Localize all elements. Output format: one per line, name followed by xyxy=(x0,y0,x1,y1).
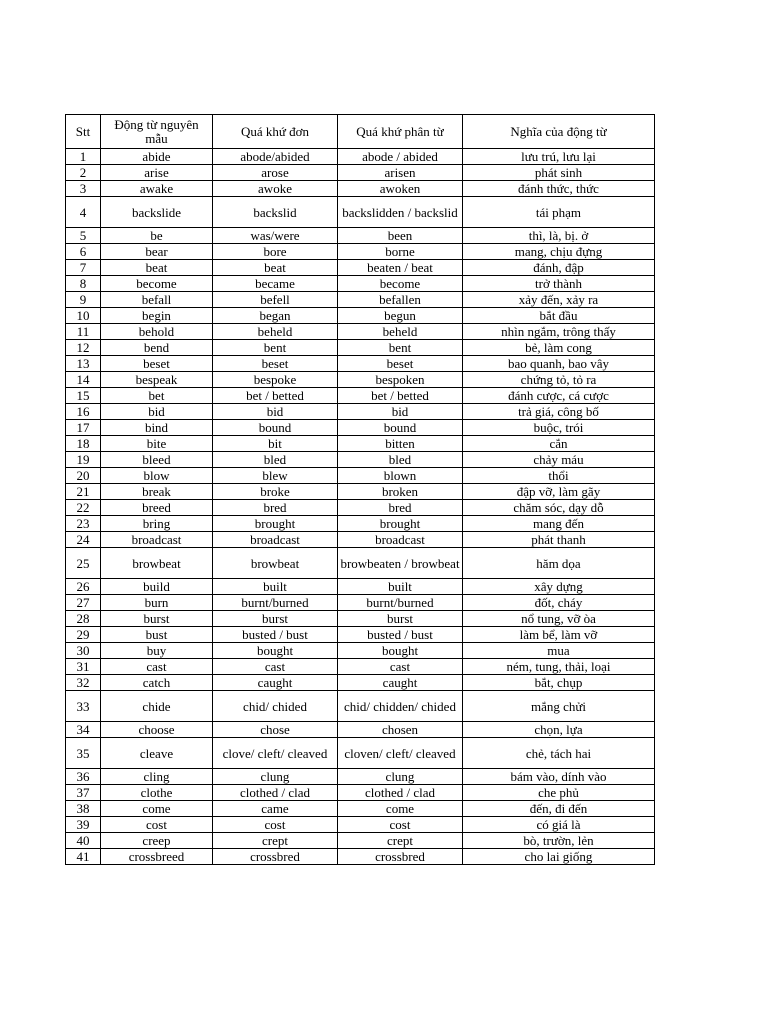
cell-stt: 6 xyxy=(66,244,101,260)
cell-stt: 14 xyxy=(66,372,101,388)
cell-past-simple: bent xyxy=(213,340,338,356)
cell-meaning: mang, chịu đựng xyxy=(463,244,655,260)
cell-infinitive: buy xyxy=(101,643,213,659)
cell-past-participle: bound xyxy=(338,420,463,436)
header-meaning: Nghĩa của động từ xyxy=(463,115,655,149)
cell-past-simple: crossbred xyxy=(213,849,338,865)
cell-infinitive: crossbreed xyxy=(101,849,213,865)
cell-meaning: đánh, đập xyxy=(463,260,655,276)
cell-meaning: nhìn ngắm, trông thấy xyxy=(463,324,655,340)
cell-past-participle: bet / betted xyxy=(338,388,463,404)
cell-meaning: bò, trườn, lẻn xyxy=(463,833,655,849)
cell-meaning: chứng tỏ, tỏ ra xyxy=(463,372,655,388)
cell-past-simple: abode/abided xyxy=(213,149,338,165)
cell-past-simple: came xyxy=(213,801,338,817)
table-header xyxy=(66,115,655,149)
table-row xyxy=(66,181,655,197)
cell-infinitive: abide xyxy=(101,149,213,165)
cell-meaning: có giá là xyxy=(463,817,655,833)
cell-stt: 31 xyxy=(66,659,101,675)
table-row xyxy=(66,548,655,579)
cell-stt: 9 xyxy=(66,292,101,308)
cell-past-participle: beset xyxy=(338,356,463,372)
cell-infinitive: cast xyxy=(101,659,213,675)
cell-infinitive: arise xyxy=(101,165,213,181)
cell-meaning: bắt, chụp xyxy=(463,675,655,691)
cell-past-participle: clung xyxy=(338,769,463,785)
cell-past-simple: beheld xyxy=(213,324,338,340)
cell-past-simple: clove/ cleft/ cleaved xyxy=(213,738,338,769)
cell-stt: 11 xyxy=(66,324,101,340)
cell-meaning: bao quanh, bao vây xyxy=(463,356,655,372)
cell-stt: 28 xyxy=(66,611,101,627)
cell-past-simple: bled xyxy=(213,452,338,468)
table-row xyxy=(66,849,655,865)
cell-meaning: bám vào, dính vào xyxy=(463,769,655,785)
cell-past-participle: broadcast xyxy=(338,532,463,548)
cell-past-participle: become xyxy=(338,276,463,292)
cell-meaning: buộc, trói xyxy=(463,420,655,436)
cell-meaning: thì, là, bị. ở xyxy=(463,228,655,244)
table-row xyxy=(66,484,655,500)
cell-past-participle: abode / abided xyxy=(338,149,463,165)
cell-meaning: làm bể, làm vỡ xyxy=(463,627,655,643)
cell-infinitive: creep xyxy=(101,833,213,849)
cell-infinitive: bring xyxy=(101,516,213,532)
cell-stt: 1 xyxy=(66,149,101,165)
cell-past-participle: caught xyxy=(338,675,463,691)
cell-stt: 25 xyxy=(66,548,101,579)
cell-infinitive: bear xyxy=(101,244,213,260)
table-row xyxy=(66,817,655,833)
cell-infinitive: build xyxy=(101,579,213,595)
table-row xyxy=(66,420,655,436)
cell-infinitive: catch xyxy=(101,675,213,691)
table-row xyxy=(66,500,655,516)
cell-past-simple: arose xyxy=(213,165,338,181)
cell-past-participle: bought xyxy=(338,643,463,659)
cell-past-participle: bled xyxy=(338,452,463,468)
cell-meaning: xảy đến, xảy ra xyxy=(463,292,655,308)
cell-past-simple: crept xyxy=(213,833,338,849)
cell-past-simple: bit xyxy=(213,436,338,452)
cell-past-participle: bitten xyxy=(338,436,463,452)
cell-past-simple: chose xyxy=(213,722,338,738)
cell-past-simple: busted / bust xyxy=(213,627,338,643)
cell-past-participle: brought xyxy=(338,516,463,532)
cell-stt: 16 xyxy=(66,404,101,420)
cell-past-participle: broken xyxy=(338,484,463,500)
cell-meaning: cho lai giống xyxy=(463,849,655,865)
cell-past-simple: burst xyxy=(213,611,338,627)
cell-infinitive: broadcast xyxy=(101,532,213,548)
cell-past-simple: broadcast xyxy=(213,532,338,548)
table-row xyxy=(66,659,655,675)
table-row xyxy=(66,738,655,769)
cell-infinitive: be xyxy=(101,228,213,244)
cell-stt: 32 xyxy=(66,675,101,691)
cell-past-simple: bespoke xyxy=(213,372,338,388)
cell-infinitive: cleave xyxy=(101,738,213,769)
cell-past-participle: been xyxy=(338,228,463,244)
cell-meaning: chăm sóc, dạy dỗ xyxy=(463,500,655,516)
cell-past-participle: cloven/ cleft/ cleaved xyxy=(338,738,463,769)
cell-past-participle: blown xyxy=(338,468,463,484)
cell-meaning: nổ tung, vỡ òa xyxy=(463,611,655,627)
cell-meaning: trở thành xyxy=(463,276,655,292)
cell-stt: 34 xyxy=(66,722,101,738)
cell-past-simple: beset xyxy=(213,356,338,372)
table-row xyxy=(66,643,655,659)
cell-stt: 27 xyxy=(66,595,101,611)
table-row xyxy=(66,324,655,340)
cell-infinitive: burst xyxy=(101,611,213,627)
cell-past-simple: clung xyxy=(213,769,338,785)
header-past-simple: Quá khứ đơn xyxy=(213,115,338,149)
cell-stt: 37 xyxy=(66,785,101,801)
cell-infinitive: come xyxy=(101,801,213,817)
cell-past-simple: backslid xyxy=(213,197,338,228)
header-past-participle: Quá khứ phân từ xyxy=(338,115,463,149)
cell-meaning: che phủ xyxy=(463,785,655,801)
table-row xyxy=(66,579,655,595)
cell-stt: 33 xyxy=(66,691,101,722)
table-row xyxy=(66,372,655,388)
table-row xyxy=(66,228,655,244)
cell-meaning: chẻ, tách hai xyxy=(463,738,655,769)
cell-infinitive: bind xyxy=(101,420,213,436)
cell-meaning: lưu trú, lưu lại xyxy=(463,149,655,165)
cell-stt: 17 xyxy=(66,420,101,436)
table-row xyxy=(66,260,655,276)
table-row xyxy=(66,244,655,260)
cell-past-simple: clothed / clad xyxy=(213,785,338,801)
cell-past-participle: burst xyxy=(338,611,463,627)
table-row xyxy=(66,611,655,627)
cell-stt: 5 xyxy=(66,228,101,244)
cell-past-simple: blew xyxy=(213,468,338,484)
cell-past-participle: burnt/burned xyxy=(338,595,463,611)
cell-past-simple: bid xyxy=(213,404,338,420)
header-infinitive: Động từ nguyên mẫu xyxy=(101,115,213,149)
cell-past-simple: caught xyxy=(213,675,338,691)
table-row xyxy=(66,769,655,785)
cell-past-participle: bid xyxy=(338,404,463,420)
cell-meaning: phát thanh xyxy=(463,532,655,548)
cell-past-participle: backslidden / backslid xyxy=(338,197,463,228)
cell-infinitive: behold xyxy=(101,324,213,340)
cell-stt: 13 xyxy=(66,356,101,372)
cell-meaning: chảy máu xyxy=(463,452,655,468)
cell-past-participle: begun xyxy=(338,308,463,324)
table-row xyxy=(66,404,655,420)
cell-past-simple: browbeat xyxy=(213,548,338,579)
cell-infinitive: breed xyxy=(101,500,213,516)
cell-infinitive: bleed xyxy=(101,452,213,468)
cell-past-participle: crept xyxy=(338,833,463,849)
cell-past-simple: bet / betted xyxy=(213,388,338,404)
cell-meaning: hăm dọa xyxy=(463,548,655,579)
cell-infinitive: cost xyxy=(101,817,213,833)
cell-infinitive: awake xyxy=(101,181,213,197)
cell-past-simple: began xyxy=(213,308,338,324)
cell-infinitive: clothe xyxy=(101,785,213,801)
cell-infinitive: chide xyxy=(101,691,213,722)
cell-stt: 4 xyxy=(66,197,101,228)
cell-infinitive: bet xyxy=(101,388,213,404)
cell-infinitive: bend xyxy=(101,340,213,356)
cell-infinitive: bid xyxy=(101,404,213,420)
cell-infinitive: burn xyxy=(101,595,213,611)
header-row xyxy=(66,115,655,149)
table-row xyxy=(66,149,655,165)
cell-meaning: bẻ, làm cong xyxy=(463,340,655,356)
cell-past-participle: come xyxy=(338,801,463,817)
table-row xyxy=(66,691,655,722)
cell-stt: 10 xyxy=(66,308,101,324)
table-row xyxy=(66,785,655,801)
cell-stt: 19 xyxy=(66,452,101,468)
cell-past-simple: became xyxy=(213,276,338,292)
cell-past-simple: brought xyxy=(213,516,338,532)
cell-meaning: mắng chửi xyxy=(463,691,655,722)
cell-past-participle: awoken xyxy=(338,181,463,197)
cell-meaning: đánh cược, cá cược xyxy=(463,388,655,404)
cell-infinitive: beset xyxy=(101,356,213,372)
table-row xyxy=(66,276,655,292)
cell-meaning: bắt đầu xyxy=(463,308,655,324)
cell-past-participle: bespoken xyxy=(338,372,463,388)
cell-stt: 3 xyxy=(66,181,101,197)
cell-meaning: tái phạm xyxy=(463,197,655,228)
cell-meaning: thổi xyxy=(463,468,655,484)
cell-meaning: đập vỡ, làm gãy xyxy=(463,484,655,500)
cell-stt: 21 xyxy=(66,484,101,500)
cell-stt: 7 xyxy=(66,260,101,276)
table-row xyxy=(66,468,655,484)
cell-stt: 26 xyxy=(66,579,101,595)
table-row xyxy=(66,595,655,611)
cell-meaning: mua xyxy=(463,643,655,659)
cell-stt: 18 xyxy=(66,436,101,452)
cell-stt: 22 xyxy=(66,500,101,516)
table-row xyxy=(66,165,655,181)
cell-past-simple: bore xyxy=(213,244,338,260)
cell-meaning: chọn, lựa xyxy=(463,722,655,738)
table-row xyxy=(66,452,655,468)
cell-past-participle: befallen xyxy=(338,292,463,308)
cell-past-simple: bound xyxy=(213,420,338,436)
cell-past-participle: arisen xyxy=(338,165,463,181)
cell-infinitive: bite xyxy=(101,436,213,452)
cell-meaning: trả giá, công bố xyxy=(463,404,655,420)
cell-past-simple: built xyxy=(213,579,338,595)
table-row xyxy=(66,675,655,691)
table-row xyxy=(66,340,655,356)
cell-past-simple: chid/ chided xyxy=(213,691,338,722)
cell-infinitive: become xyxy=(101,276,213,292)
cell-past-participle: cast xyxy=(338,659,463,675)
cell-past-simple: bred xyxy=(213,500,338,516)
table-row xyxy=(66,833,655,849)
table-row xyxy=(66,436,655,452)
cell-stt: 40 xyxy=(66,833,101,849)
table-row xyxy=(66,356,655,372)
table-row xyxy=(66,516,655,532)
cell-stt: 23 xyxy=(66,516,101,532)
cell-past-participle: beheld xyxy=(338,324,463,340)
cell-infinitive: begin xyxy=(101,308,213,324)
cell-meaning: ném, tung, thải, loại xyxy=(463,659,655,675)
cell-stt: 30 xyxy=(66,643,101,659)
table-row xyxy=(66,197,655,228)
table-row xyxy=(66,801,655,817)
cell-past-participle: beaten / beat xyxy=(338,260,463,276)
cell-past-simple: cost xyxy=(213,817,338,833)
cell-past-simple: befell xyxy=(213,292,338,308)
table-row xyxy=(66,292,655,308)
cell-meaning: cắn xyxy=(463,436,655,452)
cell-stt: 38 xyxy=(66,801,101,817)
cell-infinitive: beat xyxy=(101,260,213,276)
cell-stt: 39 xyxy=(66,817,101,833)
cell-meaning: đốt, cháy xyxy=(463,595,655,611)
header-stt: Stt xyxy=(66,115,101,149)
cell-past-simple: bought xyxy=(213,643,338,659)
cell-past-participle: bred xyxy=(338,500,463,516)
table-row xyxy=(66,722,655,738)
cell-stt: 2 xyxy=(66,165,101,181)
cell-stt: 20 xyxy=(66,468,101,484)
cell-past-participle: borne xyxy=(338,244,463,260)
cell-meaning: đến, đi đến xyxy=(463,801,655,817)
cell-past-simple: cast xyxy=(213,659,338,675)
cell-infinitive: browbeat xyxy=(101,548,213,579)
cell-past-participle: browbeaten / browbeat xyxy=(338,548,463,579)
table-row xyxy=(66,308,655,324)
cell-past-participle: clothed / clad xyxy=(338,785,463,801)
table-row xyxy=(66,627,655,643)
cell-meaning: mang đến xyxy=(463,516,655,532)
cell-past-participle: chid/ chidden/ chided xyxy=(338,691,463,722)
cell-infinitive: befall xyxy=(101,292,213,308)
cell-past-simple: was/were xyxy=(213,228,338,244)
cell-stt: 12 xyxy=(66,340,101,356)
table-row xyxy=(66,388,655,404)
cell-infinitive: backslide xyxy=(101,197,213,228)
irregular-verbs-table xyxy=(65,114,655,865)
cell-past-participle: chosen xyxy=(338,722,463,738)
cell-past-participle: bent xyxy=(338,340,463,356)
cell-past-participle: crossbred xyxy=(338,849,463,865)
cell-meaning: xây dựng xyxy=(463,579,655,595)
cell-past-participle: busted / bust xyxy=(338,627,463,643)
cell-meaning: đánh thức, thức xyxy=(463,181,655,197)
cell-past-participle: cost xyxy=(338,817,463,833)
cell-infinitive: blow xyxy=(101,468,213,484)
cell-infinitive: choose xyxy=(101,722,213,738)
cell-infinitive: bust xyxy=(101,627,213,643)
cell-stt: 35 xyxy=(66,738,101,769)
cell-infinitive: bespeak xyxy=(101,372,213,388)
cell-past-simple: broke xyxy=(213,484,338,500)
cell-meaning: phát sinh xyxy=(463,165,655,181)
cell-stt: 8 xyxy=(66,276,101,292)
cell-past-simple: awoke xyxy=(213,181,338,197)
cell-past-simple: beat xyxy=(213,260,338,276)
cell-past-simple: burnt/burned xyxy=(213,595,338,611)
cell-stt: 29 xyxy=(66,627,101,643)
cell-infinitive: cling xyxy=(101,769,213,785)
table-row xyxy=(66,532,655,548)
cell-stt: 36 xyxy=(66,769,101,785)
cell-stt: 24 xyxy=(66,532,101,548)
table-body xyxy=(66,149,655,865)
cell-infinitive: break xyxy=(101,484,213,500)
cell-stt: 15 xyxy=(66,388,101,404)
cell-past-participle: built xyxy=(338,579,463,595)
cell-stt: 41 xyxy=(66,849,101,865)
